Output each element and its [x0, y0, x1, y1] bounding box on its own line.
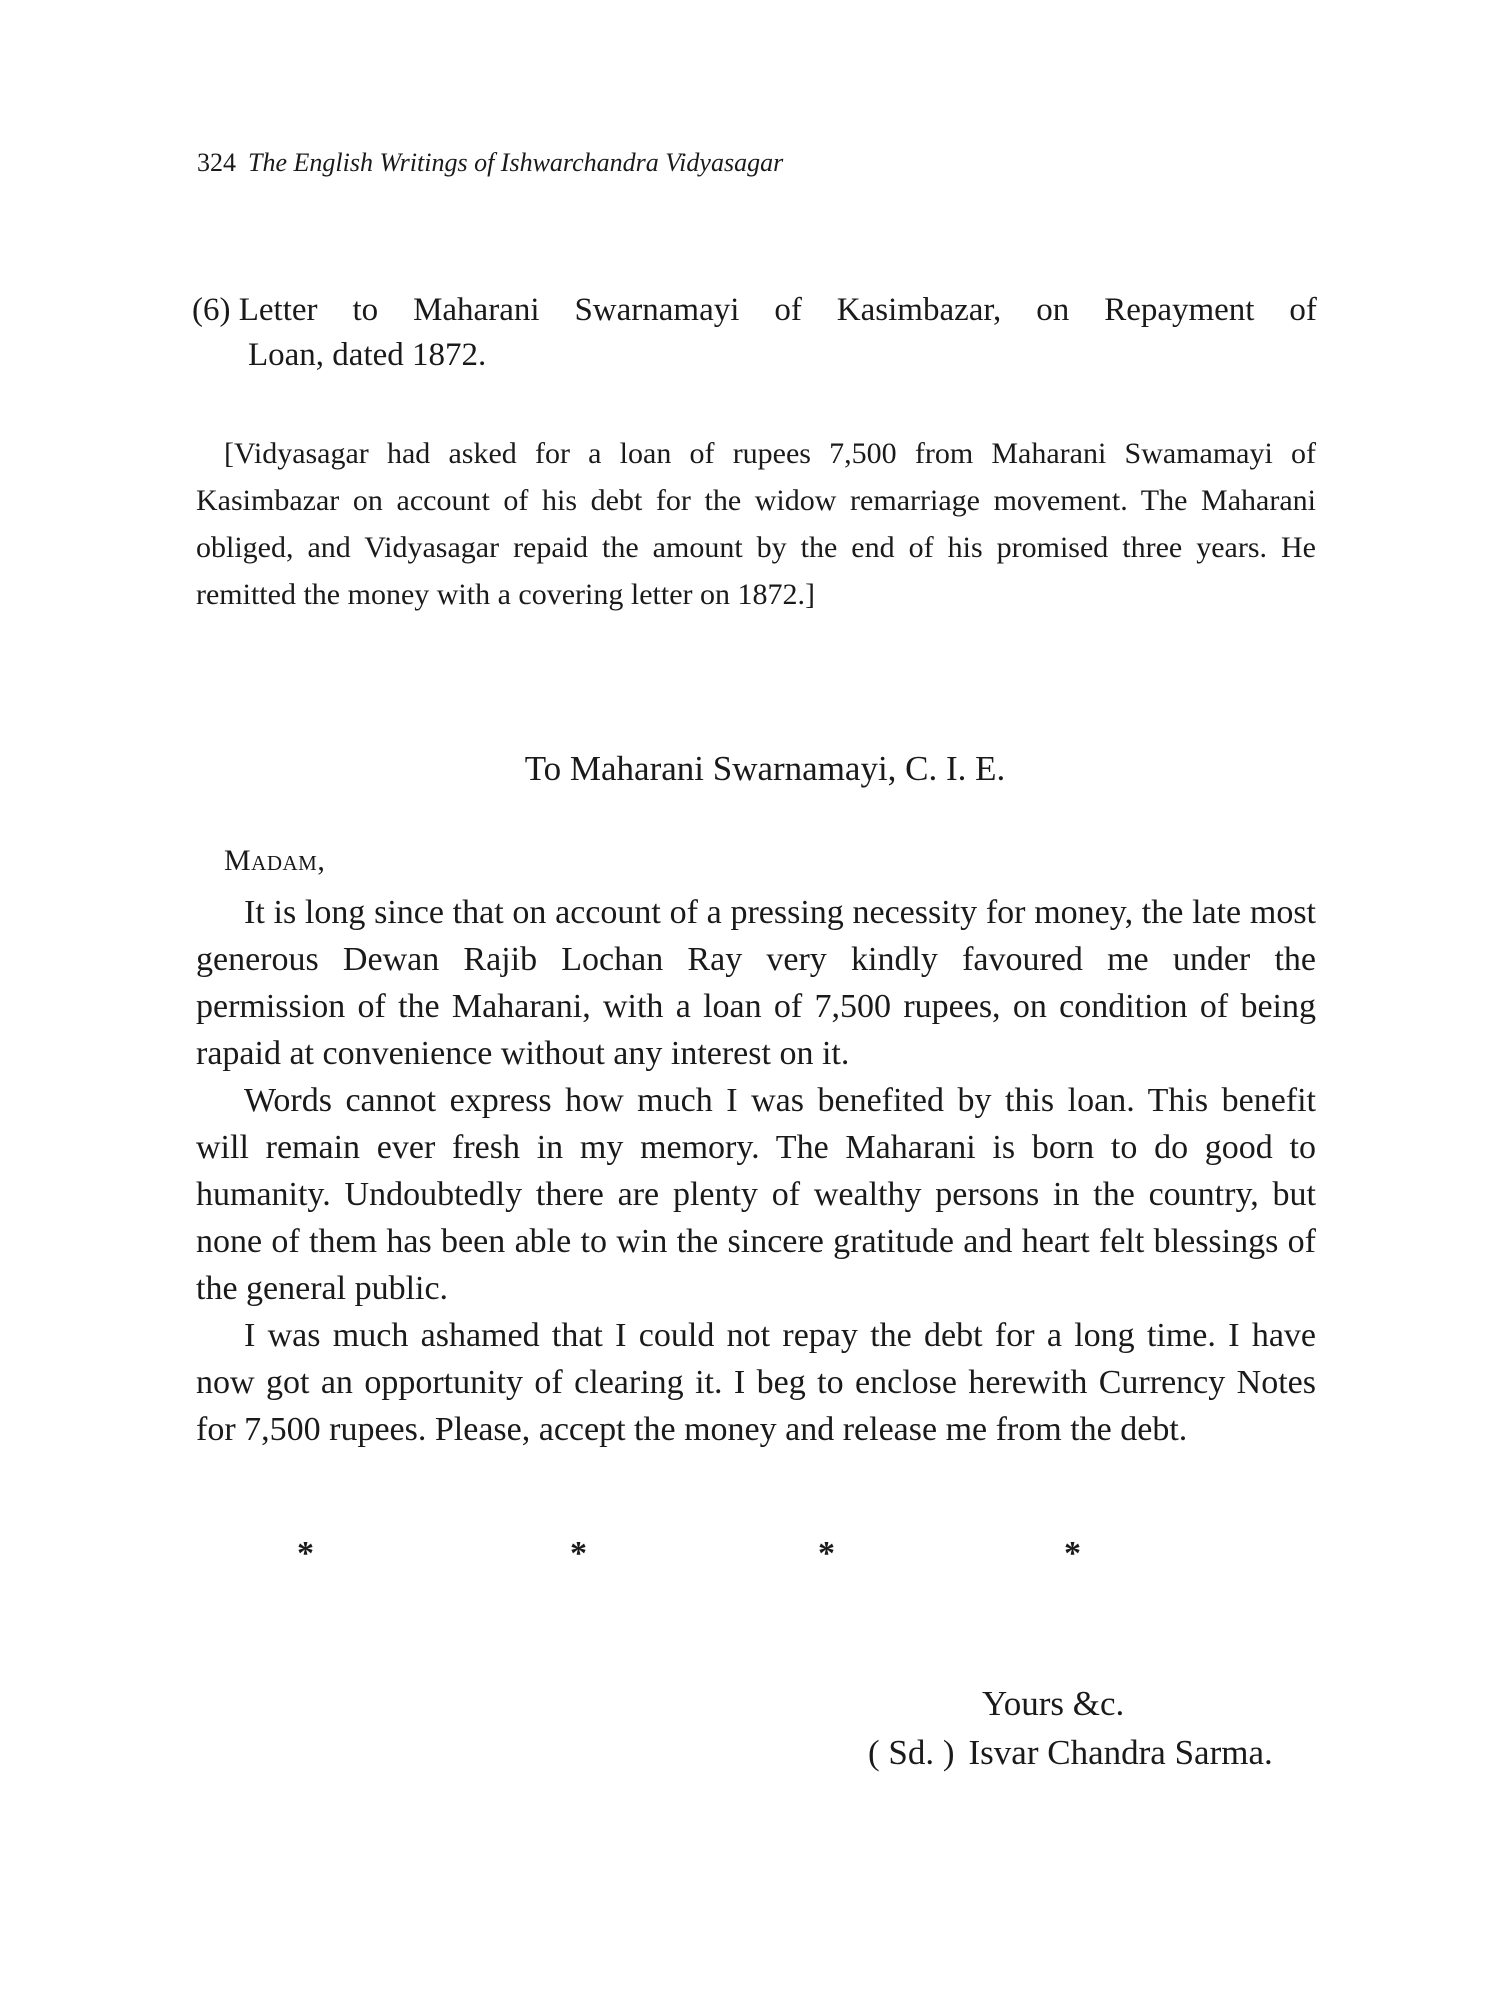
- book-title: The English Writings of Ishwarchandra Vidyasagar: [248, 148, 784, 177]
- letter-salutation: Madam,: [224, 844, 326, 877]
- editorial-note: [Vidyasagar had asked for a loan of rupees 7,500 from Maharani Swamamayi of Kasimbazar on account of his debt for the widow remarriage movement. The Maharani obliged, and Vidyasagar repaid the amount by the end of his promised three years. He remitted the money with a covering letter on 1872.]: [196, 437, 1316, 611]
- heading-word: Repayment: [1104, 292, 1255, 328]
- heading-word: Maharani: [413, 292, 540, 328]
- letter-paragraph: Words cannot express how much I was benefited by this loan. This benefit will remain ever fresh in my memory. The Maharani is born to do good to humanity. Undoubtedly there are plenty of wealthy persons in the country, but none of them has been able to win the sincere gratitude and heart felt blessings of the general public.: [196, 1082, 1316, 1307]
- heading-word: on: [1036, 292, 1070, 328]
- heading-word: of: [1289, 292, 1317, 328]
- signatory-name: Isvar Chandra Sarma.: [968, 1733, 1273, 1772]
- running-head: [197, 148, 783, 178]
- heading-word: Swarnamayi: [574, 292, 740, 328]
- heading-word: (6) Letter: [192, 292, 318, 328]
- asterisk: *: [1064, 1535, 1081, 1572]
- omission-marks: [0, 1535, 1500, 1575]
- asterisk: *: [297, 1535, 314, 1572]
- item-heading-line-1: [192, 288, 1317, 333]
- item-heading-line-2: Loan, dated 1872.: [248, 337, 487, 373]
- asterisk: *: [570, 1535, 587, 1572]
- letter-paragraph: I was much ashamed that I could not repay the debt for a long time. I have now got an opportunity of clearing it. I beg to enclose herewith Currency Notes for 7,500 rupees. Please, accept the money and release me from the debt.: [196, 1317, 1316, 1448]
- heading-word: Kasimbazar,: [836, 292, 1002, 328]
- letter-paragraph: It is long since that on account of a pressing necessity for money, the late most generous Dewan Rajib Lochan Ray very kindly favoured me under the permission of the Maharani, with a loan of 7,500 rupees, on condition of being rapaid at convenience without any interest on it.: [196, 894, 1316, 1072]
- item-heading: [192, 288, 1317, 378]
- signed-marker: ( Sd. ): [868, 1733, 955, 1772]
- heading-word: to: [352, 292, 379, 328]
- letter-signature: [868, 1733, 1273, 1773]
- letter-closing: Yours &c.: [982, 1684, 1125, 1723]
- asterisk: *: [818, 1535, 835, 1572]
- page-number: 324: [197, 148, 236, 177]
- heading-word: of: [774, 292, 802, 328]
- letter-body: [196, 889, 1316, 1453]
- letter-addressee: To Maharani Swarnamayi, C. I. E.: [524, 749, 1006, 788]
